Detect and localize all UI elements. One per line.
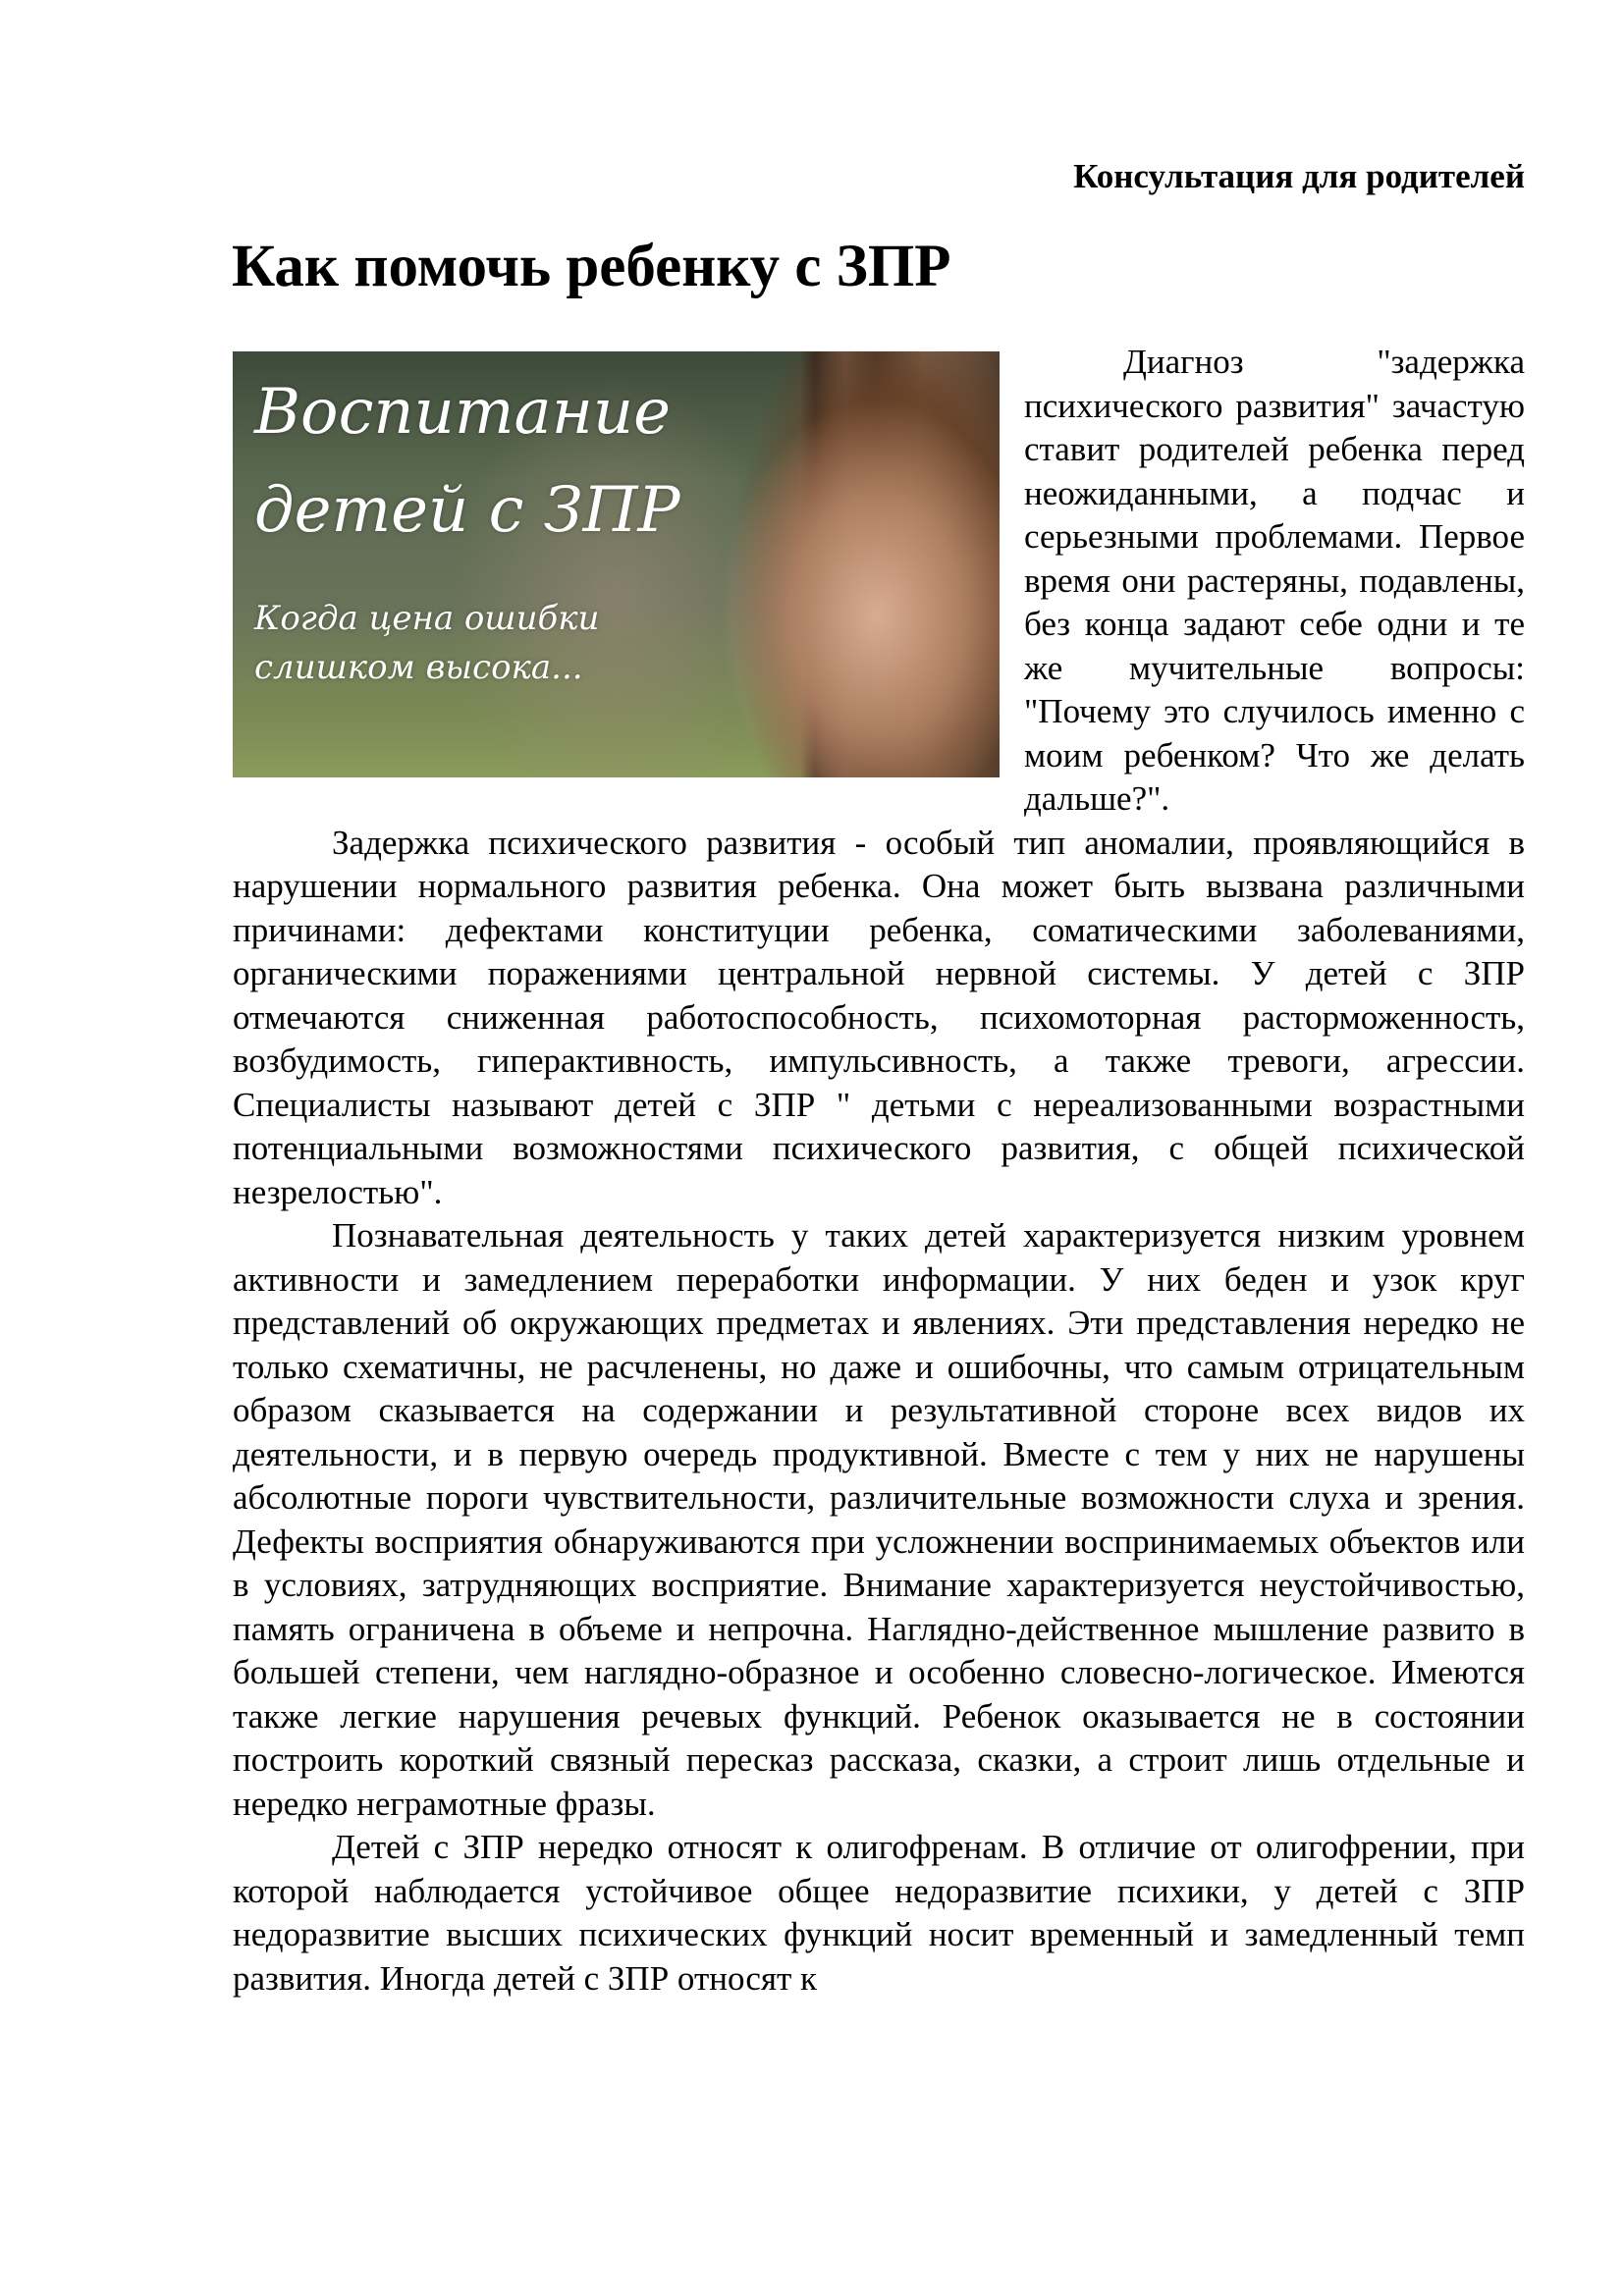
image-caption-line: слишком высока... — [254, 648, 583, 687]
image-caption-line: Воспитание — [254, 376, 671, 449]
paragraph-intro: Диагноз "задержка психического развития" зачастую ставит родителей ребенка перед неожиданными, а подчас и серьезными проблемами. Первое время они растеряны, подавлены, без конца задают себе одни и те же мучительные вопросы: "Почему это случилось именно с моим ребенком? Что же делать дальше?". — [1024, 343, 1525, 818]
paragraph-comparison: Детей с ЗПР нередко относят к олигофренам. В отличие от олигофрении, при которой наблюдается устойчивое общее недоразвитие психики, у детей с ЗПР недоразвитие высших психических функций носит временный и замедленный темп развития. Иногда детей с ЗПР относят к — [233, 1828, 1525, 1998]
image-caption-line: Когда цена ошибки — [254, 599, 600, 638]
image-caption-line: детей с ЗПР — [254, 474, 680, 547]
paragraph-definition: Задержка психического развития - особый тип аномалии, проявляющийся в нарушении нормального развития ребенка. Она может быть вызвана различными причинами: дефектами конституции ребенка, соматическими заболеваниями, органическими поражениями центральной нервной системы. У детей с ЗПР отмечаются сниженная работоспособность, психомоторная расторможенность, возбудимость, гиперактивность, импульсивность, а также тревоги, агрессии. Специалисты называют детей с ЗПР " детьми с нереализованными возрастными потенциальными возможностями психического развития, с общей психической незрелостью". — [233, 823, 1525, 1211]
article-body — [233, 341, 1525, 2001]
paragraph-cognitive: Познавательная деятельность у таких детей характеризуется низким уровнем активности и замедлением переработки информации. У них беден и узок круг представлений об окружающих предметах и явлениях. Эти представления нередко не только схематичны, не расчленены, но даже и ошибочны, что самым отрицательным образом сказывается на содержании и результативной стороне всех видов их деятельности, и в первую очередь продуктивной. Вместе с тем у них не нарушены абсолютные пороги чувствительности, различительные возможности слуха и зрения. Дефекты восприятия обнаруживаются при усложнении воспринимаемых объектов или в условиях, затрудняющих восприятие. Внимание характеризуется неустойчивостью, память ограничена в объеме и непрочна. Наглядно-действенное мышление развито в большей степени, чем наглядно-образное и особенно словесно-логическое. Имеются также легкие нарушения речевых функций. Ребенок оказывается не в состоянии построить короткий связный пересказ рассказа, сказки, а строит лишь отдельные и нередко неграмотные фразы. — [233, 1216, 1525, 1823]
document-category-label: Консультация для родителей — [1073, 157, 1525, 195]
illustration-image — [233, 351, 1000, 777]
page-title: Как помочь ребенку с ЗПР — [232, 234, 951, 299]
